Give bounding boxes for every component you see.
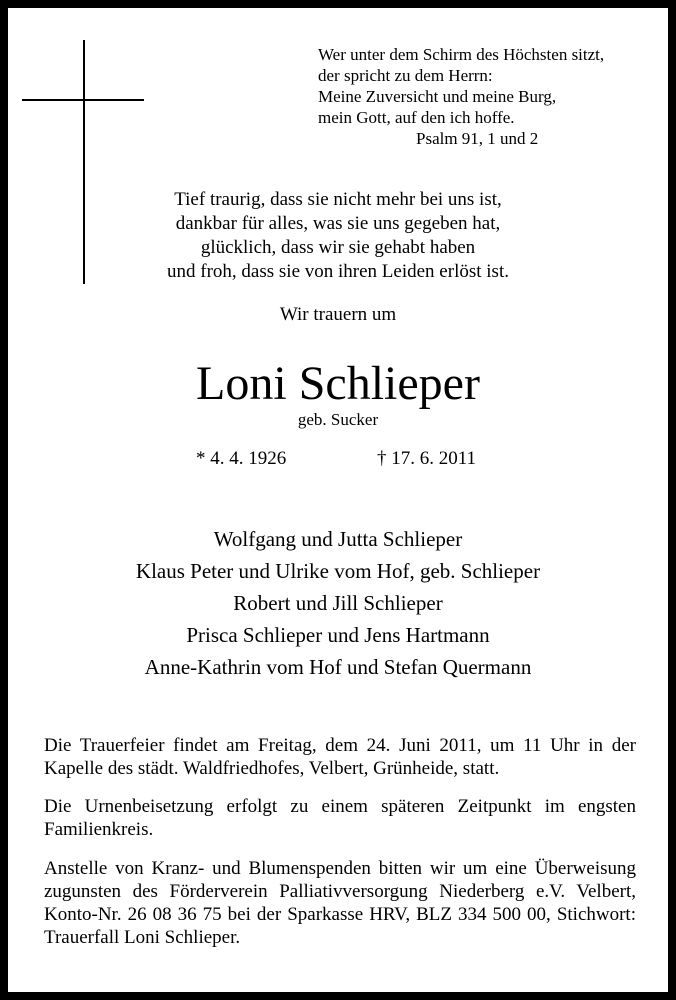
- family-list: [8, 523, 668, 683]
- cross-horizontal-bar: [22, 99, 144, 101]
- psalm-line: mein Gott, auf den ich hoffe.: [318, 108, 515, 127]
- poem-verse: [8, 188, 668, 284]
- psalm-line: Meine Zuversicht und meine Burg,: [318, 87, 557, 106]
- psalm-line: der spricht zu dem Herrn:: [318, 66, 493, 85]
- family-member: Klaus Peter und Ulrike vom Hof, geb. Schlieper: [135, 559, 541, 583]
- deceased-name: Loni Schlieper: [196, 357, 480, 410]
- family-member: Robert und Jill Schlieper: [233, 591, 443, 615]
- poem-line: glücklich, dass wir sie gehabt haben: [200, 237, 476, 258]
- poem-line: dankbar für alles, was sie uns gegeben hat,: [175, 213, 501, 234]
- funeral-service-info: Die Trauerfeier findet am Freitag, dem 24. Juni 2011, um 11 Uhr in der Kapelle des städt. Waldfriedhofes, Velbert, Grünheide, statt.: [44, 735, 636, 779]
- mourning-line: Wir trauern um: [279, 304, 397, 325]
- psalm-quote: [318, 44, 648, 149]
- urn-burial-info: Die Urnenbeisetzung erfolgt zu einem späteren Zeitpunkt im engsten Familienkreis.: [44, 796, 636, 840]
- psalm-line: Wer unter dem Schirm des Höchsten sitzt,: [318, 45, 605, 64]
- poem-line: und froh, dass sie von ihren Leiden erlöst ist.: [167, 261, 509, 282]
- family-member: Wolfgang und Jutta Schlieper: [213, 527, 463, 551]
- psalm-reference: Psalm 91, 1 und 2: [416, 129, 539, 148]
- death-date: † 17. 6. 2011: [377, 448, 477, 469]
- family-member: Anne-Kathrin vom Hof und Stefan Quermann: [144, 655, 532, 679]
- maiden-name: geb. Sucker: [297, 410, 379, 429]
- family-member: Prisca Schlieper und Jens Hartmann: [186, 623, 490, 647]
- donation-info: Anstelle von Kranz- und Blumenspenden bitten wir um eine Überweisung zugunsten des Förderverein Palliativversorgung Niederberg e.V. Velbert, Konto-Nr. 26 08 36 75 bei der Sparkasse HRV, BLZ 334 500 00, Stichwort: Trauerfall Loni Schlieper.: [44, 858, 636, 948]
- birth-date: * 4. 4. 1926: [196, 448, 287, 469]
- poem-line: Tief traurig, dass sie nicht mehr bei uns ist,: [174, 189, 502, 210]
